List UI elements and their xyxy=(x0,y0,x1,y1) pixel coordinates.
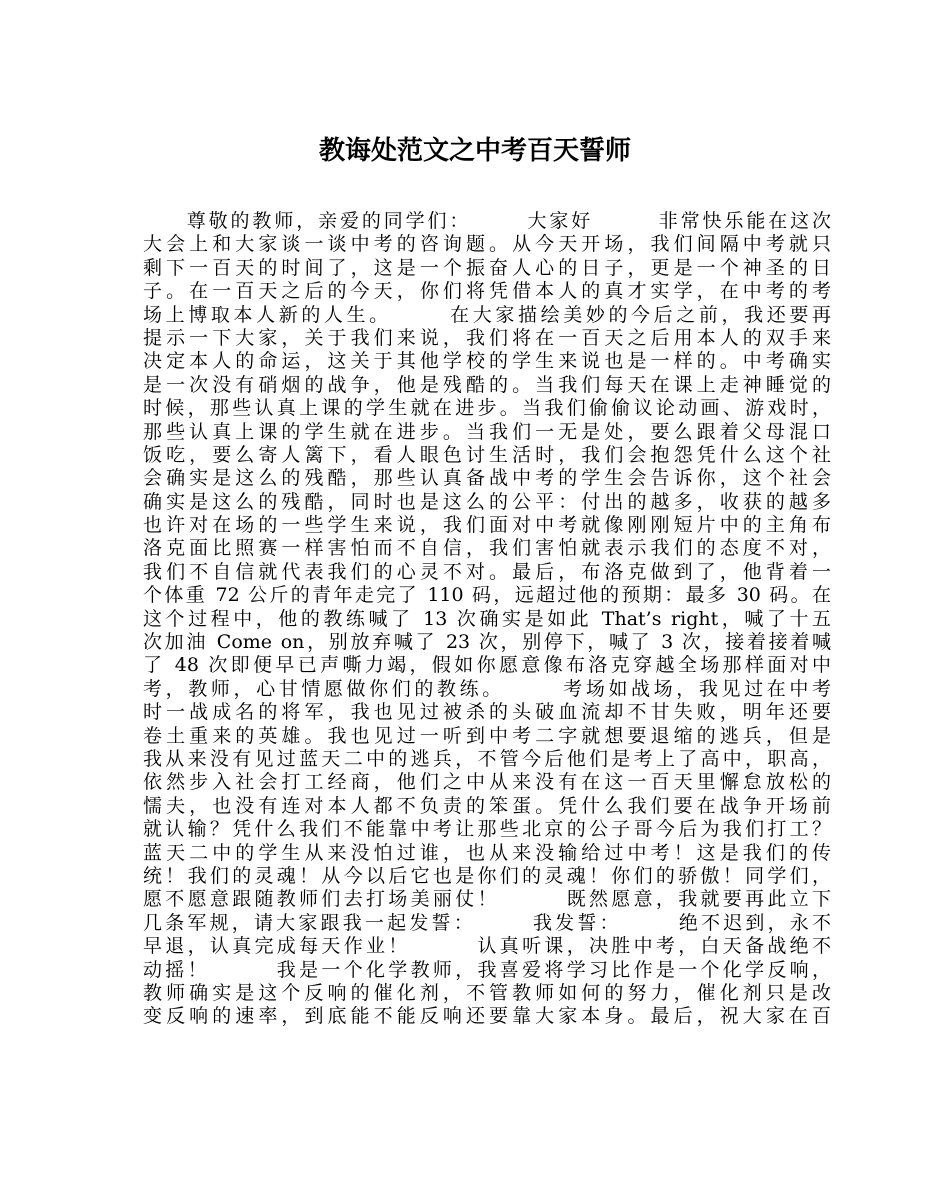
body-line: 了 48 次即便早已声嘶力竭，假如你愿意像布洛克穿越全场那样面对中 xyxy=(143,654,831,677)
body-line: 懦夫，也没有连对本人都不负责的笨蛋。凭什么我们要在战争开场前 xyxy=(143,794,831,817)
body-line: 就认输？凭什么我们不能靠中考让那些北京的公子哥今后为我们打工？ xyxy=(143,818,831,841)
body-line: 教师确实是这个反响的催化剂，不管教师如何的努力，催化剂只是改 xyxy=(143,981,831,1004)
body-line: 确实是这么的残酷，同时也是这么的公平：付出的越多，收获的越多 xyxy=(143,490,831,513)
document-title: 教诲处范文之中考百天誓师 xyxy=(318,136,631,166)
body-line: 时一战成名的将军，我也见过被杀的头破血流却不甘失败，明年还要 xyxy=(143,701,831,724)
body-line: 依然步入社会打工经商，他们之中从来没有在这一百天里懈怠放松的 xyxy=(143,771,831,794)
body-line: 那些认真上课的学生就在进步。当我们一无是处，要么跟着父母混口 xyxy=(143,420,831,443)
body-line: 动摇！ 我是一个化学教师，我喜爱将学习比作是一个化学反响， xyxy=(143,958,831,981)
body-line: 我从来没有见过蓝天二中的逃兵，不管今后他们是考上了高中，职高， xyxy=(143,747,831,770)
body-line: 场上博取本人新的人生。 在大家描绘美妙的今后之前，我还要再 xyxy=(143,303,831,326)
body-line: 是一次没有硝烟的战争，他是残酷的。当我们每天在课上走神睡觉的 xyxy=(143,373,831,396)
body-line: 子。在一百天之后的今天，你们将凭借本人的真才实学，在中考的考 xyxy=(143,280,831,303)
body-line: 愿不愿意跟随教师们去打场美丽仗！ 既然愿意，我就要再此立下 xyxy=(143,888,831,911)
body-line: 这个过程中，他的教练喊了 13 次确实是如此 That’s right，喊了十五 xyxy=(143,607,831,630)
body-line: 剩下一百天的时间了，这是一个振奋人心的日子，更是一个神圣的日 xyxy=(143,256,831,279)
body-line: 决定本人的命运，这关于其他学校的学生来说也是一样的。中考确实 xyxy=(143,350,831,373)
body-line: 次加油 Come on，别放弃喊了 23 次，别停下，喊了 3 次，接着接着喊 xyxy=(143,631,831,654)
body-line: 统！我们的灵魂！从今以后它也是你们的灵魂！你们的骄傲！同学们， xyxy=(143,864,831,887)
body-line: 尊敬的教师，亲爱的同学们： 大家好 非常快乐能在这次 xyxy=(143,210,831,232)
body-line: 会确实是这么的残酷，那些认真备战中考的学生会告诉你，这个社会 xyxy=(143,467,831,490)
document-body xyxy=(143,210,831,1029)
body-line: 洛克面比照赛一样害怕而不自信，我们害怕就表示我们的态度不对， xyxy=(143,537,831,560)
body-line: 也许对在场的一些学生来说，我们面对中考就像刚刚短片中的主角布 xyxy=(143,514,831,537)
body-line: 时候，那些认真上课的学生就在进步。当我们偷偷议论动画、游戏时， xyxy=(143,397,831,420)
body-line: 几条军规，请大家跟我一起发誓： 我发誓： 绝不迟到，永不 xyxy=(143,911,831,934)
body-line: 大会上和大家谈一谈中考的咨询题。从今天开场，我们间隔中考就只 xyxy=(143,233,831,256)
body-line: 我们不自信就代表我们的心灵不对。最后，布洛克做到了，他背着一 xyxy=(143,560,831,583)
body-line: 早退，认真完成每天作业！ 认真听课，决胜中考，白天备战绝不 xyxy=(143,935,831,958)
body-line: 考，教师，心甘情愿做你们的教练。 考场如战场，我见过在中考 xyxy=(143,677,831,700)
body-line: 个体重 72 公斤的青年走完了 110 码，远超过他的预期：最多 30 码。在 xyxy=(143,584,831,607)
body-line: 饭吃，要么寄人篱下，看人眼色讨生活时，我们会抱怨凭什么这个社 xyxy=(143,443,831,466)
body-line: 蓝天二中的学生从来没怕过谁，也从来没输给过中考！这是我们的传 xyxy=(143,841,831,864)
body-line: 变反响的速率，到底能不能反响还要靠大家本身。最后，祝大家在百 xyxy=(143,1005,831,1028)
body-line: 卷土重来的英雄。我也见过一听到中考二字就想要退缩的逃兵，但是 xyxy=(143,724,831,747)
body-line: 提示一下大家，关于我们来说，我们将在一百天之后用本人的双手来 xyxy=(143,326,831,349)
